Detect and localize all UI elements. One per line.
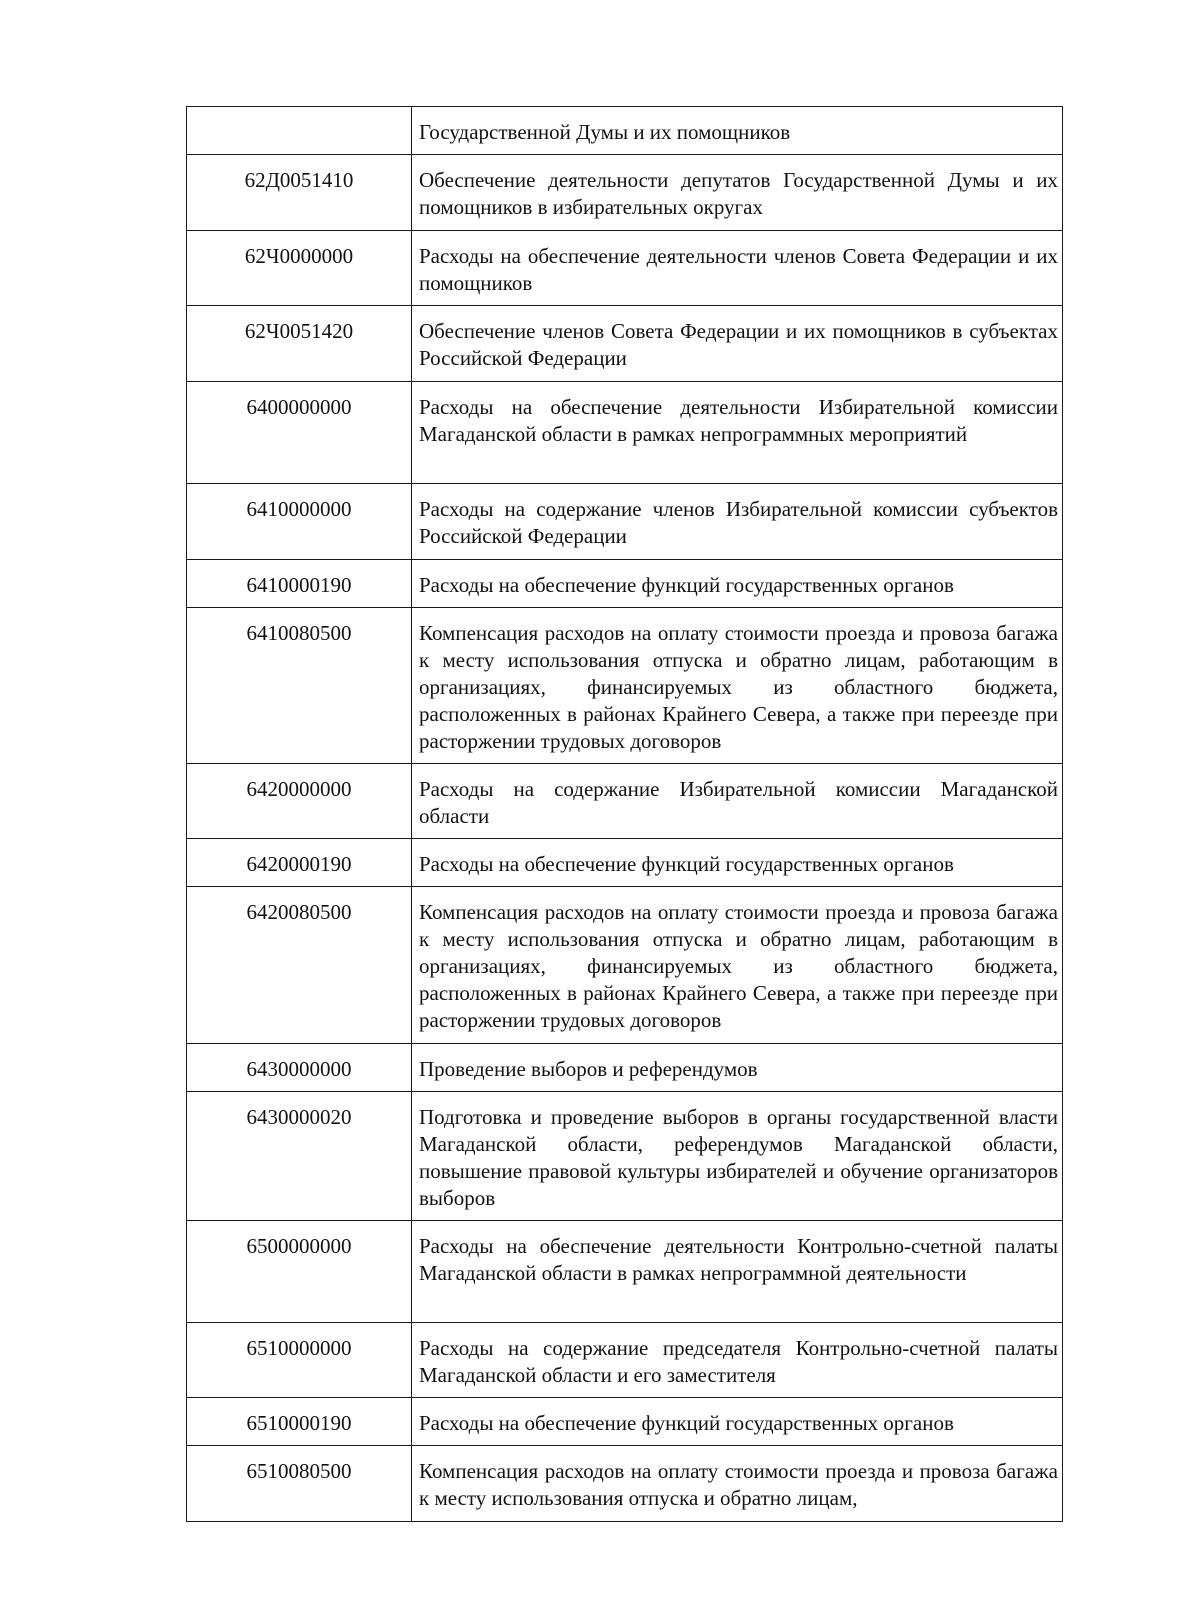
description-cell: Обеспечение деятельности депутатов Государственной Думы и их помощников в избирательных округах [412,155,1063,231]
table-row [187,1092,1063,1221]
table-row [187,155,1063,231]
table-row [187,839,1063,887]
code-cell: 62Д0051410 [187,155,412,231]
table-row [187,608,1063,764]
description-cell: Расходы на обеспечение деятельности Избирательной комиссии Магаданской области в рамках непрограммных мероприятий [412,382,1063,484]
code-cell [187,107,412,155]
description-cell: Расходы на обеспечение функций государственных органов [412,560,1063,608]
table-row [187,107,1063,155]
code-cell: 6420080500 [187,887,412,1044]
table-row [187,1044,1063,1092]
table-row [187,382,1063,484]
table-row [187,764,1063,839]
description-cell: Обеспечение членов Совета Федерации и их помощников в субъектах Российской Федерации [412,306,1063,382]
code-cell: 6410000000 [187,484,412,560]
table-row [187,306,1063,382]
description-cell: Расходы на обеспечение функций государственных органов [412,839,1063,887]
code-cell: 6510080500 [187,1446,412,1522]
description-cell: Проведение выборов и референдумов [412,1044,1063,1092]
code-cell: 6430000000 [187,1044,412,1092]
table-row [187,1323,1063,1398]
code-cell: 62Ч0051420 [187,306,412,382]
budget-classification-table [186,106,1063,1522]
description-cell: Компенсация расходов на оплату стоимости проезда и провоза багажа к месту использования отпуска и обратно лицам, [412,1446,1063,1522]
code-cell: 6510000190 [187,1398,412,1446]
code-cell: 6500000000 [187,1221,412,1323]
code-cell: 6510000000 [187,1323,412,1398]
code-cell: 62Ч0000000 [187,231,412,306]
description-cell: Компенсация расходов на оплату стоимости проезда и провоза багажа к месту использования отпуска и обратно лицам, работающим в организациях, финансируемых из областного бюджета, расположенных в районах Крайнего Севера, а также при переезде при расторжении трудовых договоров [412,887,1063,1044]
description-cell: Компенсация расходов на оплату стоимости проезда и провоза багажа к месту использования отпуска и обратно лицам, работающим в организациях, финансируемых из областного бюджета, расположенных в районах Крайнего Севера, а также при переезде при расторжении трудовых договоров [412,608,1063,764]
description-cell: Расходы на обеспечение функций государственных органов [412,1398,1063,1446]
code-cell: 6420000190 [187,839,412,887]
code-cell: 6400000000 [187,382,412,484]
table-row [187,484,1063,560]
code-cell: 6430000020 [187,1092,412,1221]
table-row [187,560,1063,608]
description-cell: Расходы на содержание Избирательной комиссии Магаданской области [412,764,1063,839]
description-cell: Подготовка и проведение выборов в органы государственной власти Магаданской области, референдумов Магаданской области, повышение правовой культуры избирателей и обучение организаторов выборов [412,1092,1063,1221]
table-row [187,1221,1063,1323]
table-row [187,887,1063,1044]
code-cell: 6420000000 [187,764,412,839]
description-cell: Расходы на содержание членов Избирательной комиссии субъектов Российской Федерации [412,484,1063,560]
description-cell: Расходы на обеспечение деятельности членов Совета Федерации и их помощников [412,231,1063,306]
description-cell: Государственной Думы и их помощников [412,107,1063,155]
table-row [187,1446,1063,1522]
table-row [187,231,1063,306]
description-cell: Расходы на содержание председателя Контрольно-счетной палаты Магаданской области и его заместителя [412,1323,1063,1398]
table-row [187,1398,1063,1446]
description-cell: Расходы на обеспечение деятельности Контрольно-счетной палаты Магаданской области в рамках непрограммной деятельности [412,1221,1063,1323]
code-cell: 6410000190 [187,560,412,608]
code-cell: 6410080500 [187,608,412,764]
